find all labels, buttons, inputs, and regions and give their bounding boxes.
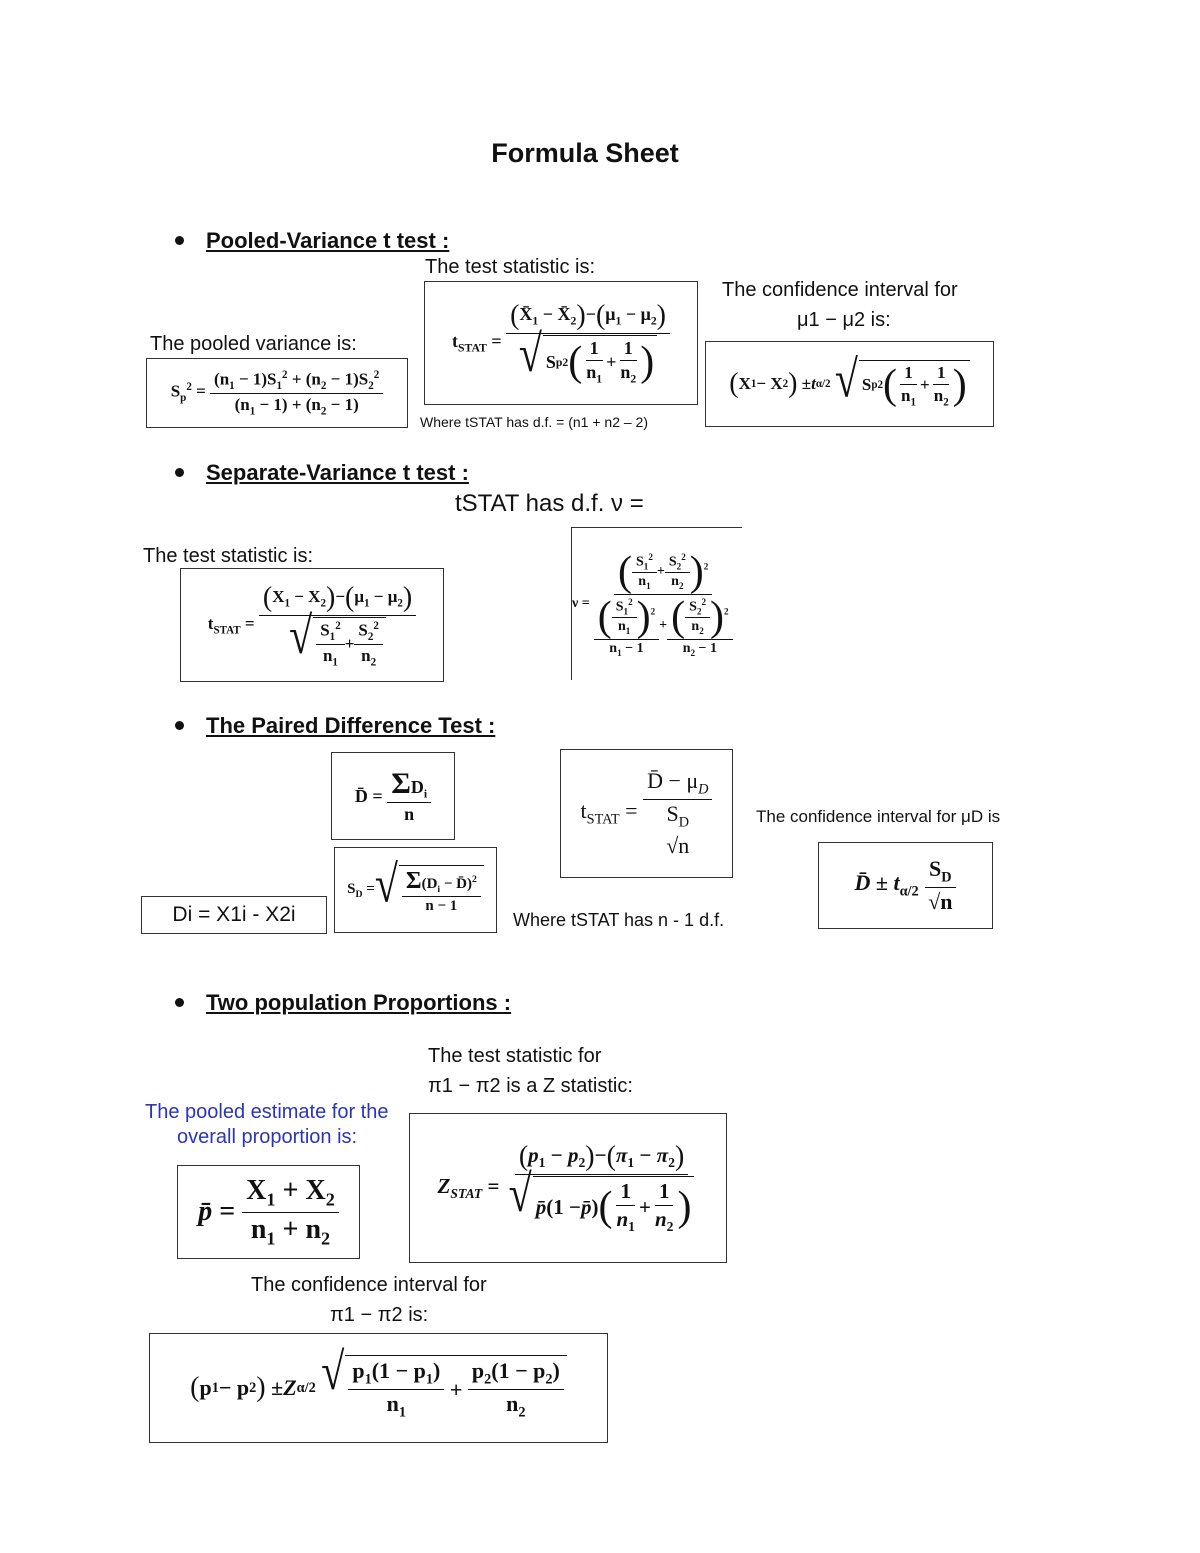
pooled-t-stat-formula: $t_{STAT}$ = ($X̄_1$ − $X̄_2)-(\mu_1 - \mu_2)$ √ S p 2 ( $\frac{1}{n_1}$ + $\frac{1}{n_2}$ )	[424, 281, 698, 405]
pooled-ci-formula: ( X 1 − X 2 ) ± t α/2 √ S p 2 ( $\frac{1}{n_1}$ + $\frac{1}{n_2}$ )	[705, 341, 994, 427]
prop-pooled-label-1: The pooled estimate for the	[145, 1101, 389, 1123]
bullet-icon	[175, 468, 184, 477]
paired-ci-formula: D̄ ± $t_{\alpha/2}$ $\frac{S_D}{√n}$	[818, 842, 993, 929]
prop-pooled-label-2: overall proportion is:	[177, 1126, 358, 1148]
prop-pooled-formula: p̄ = $\frac{X_1 + X_2}{n_1 + n_2}$	[177, 1165, 360, 1259]
pooled-test-stat-label: The test statistic is:	[425, 256, 596, 278]
prop-test-stat-label-1: The test statistic for	[428, 1045, 602, 1067]
pooled-ci-label-1: The confidence interval for	[722, 279, 958, 301]
paired-mean-formula: D̄ = $\frac{\Sigma D_i}{n}$	[331, 752, 455, 840]
paired-sd-formula: $S_D$ = √ $\frac{\Sigma(D_i - D̄)^2}{n - 1}$	[334, 847, 497, 933]
separate-df-label: tSTAT has d.f. ν =	[455, 490, 644, 517]
section-heading-separate	[175, 460, 469, 486]
paired-t-stat-formula: $t_{STAT}$ = D̄ − $\mu_D$ $S_D$ √n	[560, 749, 733, 878]
pooled-ci-label-2: μ1 − μ2 is:	[797, 309, 891, 331]
separate-df-formula: ν = ( $\frac{S_1^2}{n_1}$ + $\frac{S_2^2}{n_2}$ )$^2$ ( $\frac{S_1^2}{n_1}$ )$^2$ $n_1 - 1$ + ( $\frac{S_2^2}{n_2}$ )$^2$ $n_2 - 1$	[571, 527, 742, 680]
prop-ci-formula: ( p 1 − p 2 ) ± Z α/2 √ $\frac{p_1(1 - p_1)}{n_1}$ + $\frac{p_2(1 - p_2)}{n_2}$	[149, 1333, 608, 1443]
section-heading-proportions	[175, 990, 511, 1016]
separate-test-stat-label: The test statistic is:	[143, 545, 314, 567]
section-heading-paired	[175, 713, 495, 739]
pooled-variance-label: The pooled variance is:	[150, 333, 357, 355]
page-title: Formula Sheet	[491, 138, 679, 168]
pooled-df-note: Where tSTAT has d.f. = (n1 + n2 – 2)	[420, 414, 648, 430]
prop-z-stat-formula: $Z_{STAT}$ = $(p_1 - p_2)-(\pi_1 - \pi_2)$ √ p̄ (1 − p̄ ) ( $\frac{1}{n_1}$ + $\frac{1}{n_2}$ )	[409, 1113, 727, 1263]
section-heading-pooled	[175, 228, 449, 254]
paired-ci-label: The confidence interval for μD is	[756, 807, 1001, 826]
paired-df-note: Where tSTAT has n - 1 d.f.	[513, 910, 725, 930]
bullet-icon	[175, 236, 184, 245]
heading-text: The Paired Difference Test :	[206, 713, 496, 738]
heading-text: Separate-Variance t test :	[206, 460, 469, 485]
paired-di-formula: Di = X1i - X2i	[141, 896, 327, 934]
bullet-icon	[175, 998, 184, 1007]
pooled-variance-formula: $S_p^2$ = $\frac{(n_1 - 1)S_1^2 + (n_2 - 1)S_2^2}{(n_1 - 1) + (n_2 - 1)}$	[146, 358, 408, 428]
bullet-icon	[175, 721, 184, 730]
separate-t-stat-formula: $t_{STAT}$ = $(X_1 - X_2)-(\mu_1 - \mu_2)$ √ $\frac{S_1^2}{n_1}$ + $\frac{S_2^2}{n_2}$	[180, 568, 444, 682]
prop-test-stat-label-2: π1 − π2 is a Z statistic:	[428, 1075, 633, 1097]
heading-text: Two population Proportions :	[206, 990, 512, 1015]
heading-text: Pooled-Variance t test :	[206, 228, 450, 253]
prop-ci-label-2: π1 − π2 is:	[330, 1304, 429, 1326]
prop-ci-label-1: The confidence interval for	[251, 1274, 487, 1296]
